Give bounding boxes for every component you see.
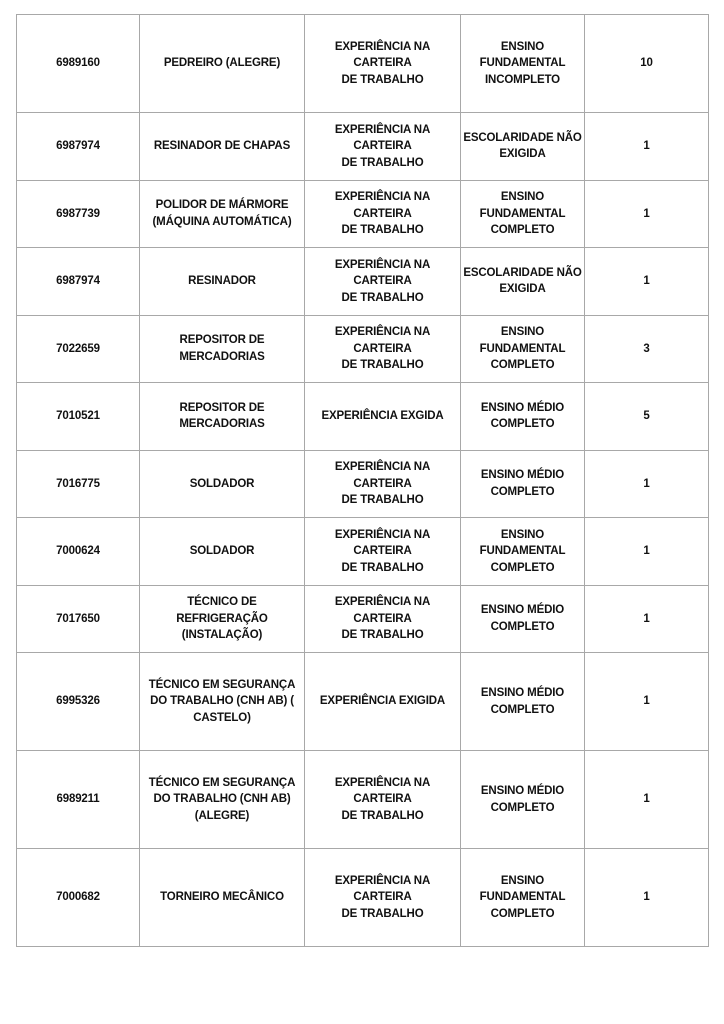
- experience-cell: EXPERIÊNCIA EXIGIDA: [305, 653, 461, 751]
- table-row: [17, 248, 709, 316]
- job-code-cell: 6989211: [17, 751, 140, 849]
- vacancies-cell: 1: [585, 450, 709, 518]
- education-cell: ENSINO FUNDAMENTAL COMPLETO: [461, 180, 585, 248]
- education-cell: ENSINO MÉDIO COMPLETO: [461, 751, 585, 849]
- table-row: [17, 15, 709, 113]
- education-cell: ENSINO MÉDIO COMPLETO: [461, 383, 585, 451]
- vacancies-cell: 10: [585, 15, 709, 113]
- experience-cell: EXPERIÊNCIA NA CARTEIRA DE TRABALHO: [305, 180, 461, 248]
- experience-cell: EXPERIÊNCIA NA CARTEIRA DE TRABALHO: [305, 849, 461, 947]
- education-cell: ENSINO FUNDAMENTAL COMPLETO: [461, 518, 585, 586]
- vacancies-cell: 1: [585, 518, 709, 586]
- education-cell: ESCOLARIDADE NÃO EXIGIDA: [461, 113, 585, 181]
- experience-cell: EXPERIÊNCIA NA CARTEIRA DE TRABALHO: [305, 450, 461, 518]
- job-title-cell: SOLDADOR: [140, 518, 305, 586]
- job-title-cell: TÉCNICO EM SEGURANÇA DO TRABALHO (CNH AB) ( CASTELO): [140, 653, 305, 751]
- table-row: [17, 518, 709, 586]
- job-code-cell: 6989160: [17, 15, 140, 113]
- vacancies-cell: 5: [585, 383, 709, 451]
- table-row: [17, 751, 709, 849]
- job-code-cell: 7000682: [17, 849, 140, 947]
- table-row: [17, 450, 709, 518]
- education-cell: ENSINO FUNDAMENTAL COMPLETO: [461, 849, 585, 947]
- education-cell: ENSINO MÉDIO COMPLETO: [461, 585, 585, 653]
- job-code-cell: 6995326: [17, 653, 140, 751]
- job-code-cell: 7022659: [17, 315, 140, 383]
- job-title-cell: REPOSITOR DE MERCADORIAS: [140, 315, 305, 383]
- experience-cell: EXPERIÊNCIA NA CARTEIRA DE TRABALHO: [305, 248, 461, 316]
- experience-cell: EXPERIÊNCIA NA CARTEIRA DE TRABALHO: [305, 113, 461, 181]
- experience-cell: EXPERIÊNCIA NA CARTEIRA DE TRABALHO: [305, 315, 461, 383]
- table-row: [17, 653, 709, 751]
- job-code-cell: 6987739: [17, 180, 140, 248]
- experience-cell: EXPERIÊNCIA NA CARTEIRA DE TRABALHO: [305, 15, 461, 113]
- table-row: [17, 113, 709, 181]
- education-cell: ENSINO FUNDAMENTAL INCOMPLETO: [461, 15, 585, 113]
- table-row: [17, 180, 709, 248]
- job-title-cell: RESINADOR: [140, 248, 305, 316]
- education-cell: ENSINO MÉDIO COMPLETO: [461, 450, 585, 518]
- job-title-cell: POLIDOR DE MÁRMORE (MÁQUINA AUTOMÁTICA): [140, 180, 305, 248]
- job-code-cell: 7000624: [17, 518, 140, 586]
- vacancies-cell: 1: [585, 180, 709, 248]
- job-title-cell: SOLDADOR: [140, 450, 305, 518]
- table-row: [17, 585, 709, 653]
- experience-cell: EXPERIÊNCIA NA CARTEIRA DE TRABALHO: [305, 518, 461, 586]
- education-cell: ENSINO FUNDAMENTAL COMPLETO: [461, 315, 585, 383]
- job-code-cell: 6987974: [17, 113, 140, 181]
- job-title-cell: TORNEIRO MECÂNICO: [140, 849, 305, 947]
- experience-cell: EXPERIÊNCIA EXGIDA: [305, 383, 461, 451]
- experience-cell: EXPERIÊNCIA NA CARTEIRA DE TRABALHO: [305, 751, 461, 849]
- job-code-cell: 7010521: [17, 383, 140, 451]
- experience-cell: EXPERIÊNCIA NA CARTEIRA DE TRABALHO: [305, 585, 461, 653]
- education-cell: ESCOLARIDADE NÃO EXIGIDA: [461, 248, 585, 316]
- job-code-cell: 6987974: [17, 248, 140, 316]
- table-row: [17, 315, 709, 383]
- vacancies-cell: 3: [585, 315, 709, 383]
- job-title-cell: REPOSITOR DE MERCADORIAS: [140, 383, 305, 451]
- job-code-cell: 7016775: [17, 450, 140, 518]
- table-row: [17, 849, 709, 947]
- job-title-cell: TÉCNICO EM SEGURANÇA DO TRABALHO (CNH AB) (ALEGRE): [140, 751, 305, 849]
- job-title-cell: TÉCNICO DE REFRIGERAÇÃO (INSTALAÇÃO): [140, 585, 305, 653]
- job-title-cell: PEDREIRO (ALEGRE): [140, 15, 305, 113]
- vacancies-cell: 1: [585, 653, 709, 751]
- job-vacancies-table: [16, 14, 709, 947]
- job-title-cell: RESINADOR DE CHAPAS: [140, 113, 305, 181]
- education-cell: ENSINO MÉDIO COMPLETO: [461, 653, 585, 751]
- vacancies-cell: 1: [585, 585, 709, 653]
- vacancies-cell: 1: [585, 849, 709, 947]
- table-row: [17, 383, 709, 451]
- vacancies-cell: 1: [585, 751, 709, 849]
- vacancies-cell: 1: [585, 248, 709, 316]
- job-code-cell: 7017650: [17, 585, 140, 653]
- vacancies-cell: 1: [585, 113, 709, 181]
